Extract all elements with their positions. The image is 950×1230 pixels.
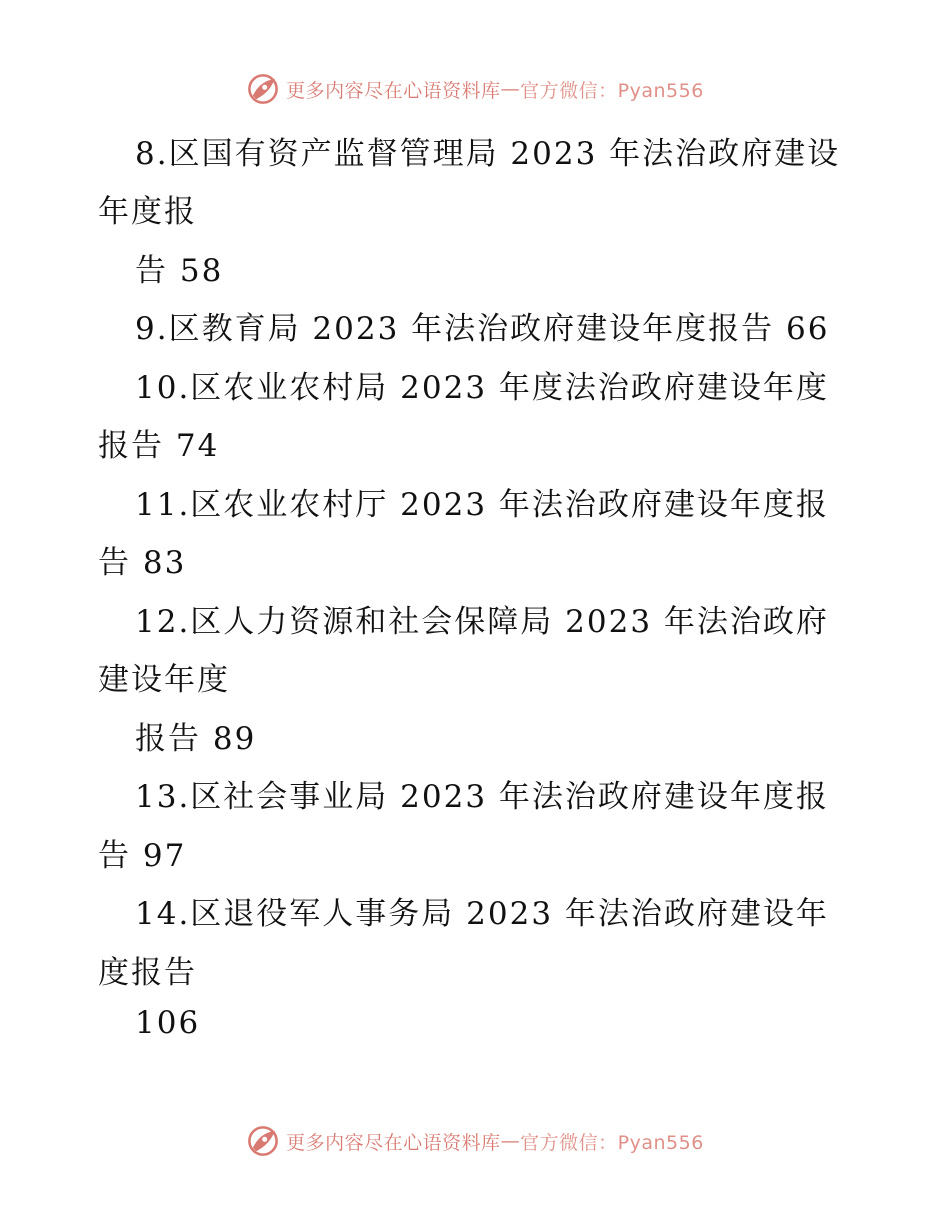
toc-line: 11.区农业农村厅 2023 年法治政府建设年度报: [135, 487, 829, 523]
toc-line: 度报告: [98, 955, 197, 991]
watermark-header: [0, 72, 950, 106]
pen-nib-logo-icon: [246, 72, 280, 106]
watermark-wechat: 官方微信：Pyan556: [520, 79, 704, 102]
toc-line: 13.区社会事业局 2023 年法治政府建设年度报: [135, 779, 829, 815]
toc-line: 报告 89: [135, 721, 257, 757]
watermark-separator: —: [500, 78, 521, 100]
toc-line: 8.区国有资产监督管理局 2023 年法治政府建设: [135, 136, 841, 172]
watermark-separator: —: [500, 1130, 521, 1152]
toc-line: 告 58: [135, 253, 224, 289]
toc-line: 年度报: [98, 194, 197, 230]
watermark-text: 更多内容尽在心语资料库: [286, 79, 501, 102]
watermark-footer: [0, 1124, 950, 1158]
toc-line: 告 83: [98, 545, 187, 581]
watermark-text: 更多内容尽在心语资料库: [286, 1131, 501, 1154]
toc-line: 106: [135, 1005, 201, 1041]
pen-nib-logo-icon: [246, 1124, 280, 1158]
toc-line: 12.区人力资源和社会保障局 2023 年法治政府: [135, 604, 829, 640]
toc-line: 告 97: [98, 838, 187, 874]
toc-line: 14.区退役军人事务局 2023 年法治政府建设年: [135, 896, 829, 932]
watermark-wechat: 官方微信：Pyan556: [520, 1131, 704, 1154]
toc-line: 10.区农业农村局 2023 年度法治政府建设年度: [135, 370, 829, 406]
toc-line: 报告 74: [98, 428, 220, 464]
toc-line: 9.区教育局 2023 年法治政府建设年度报告 66: [135, 311, 830, 347]
toc-line: 建设年度: [98, 662, 230, 698]
